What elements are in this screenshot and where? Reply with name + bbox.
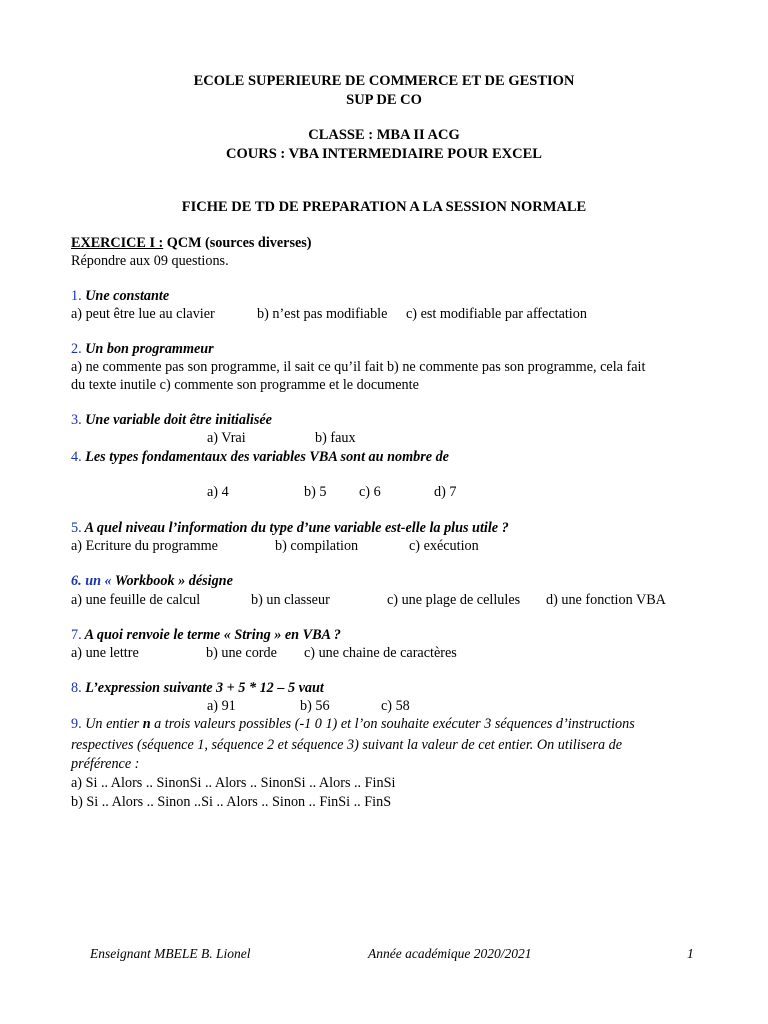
question-7 bbox=[71, 627, 341, 644]
q9-option-a: a) Si .. Alors .. SinonSi .. Alors .. SinonSi .. Alors .. FinSi bbox=[71, 775, 396, 791]
q2-options-line-1: a) ne commente pas son programme, il sait ce qu’il fait b) ne commente pas son programme, cela fait bbox=[71, 359, 646, 375]
q3-option-a: a) Vrai bbox=[207, 430, 246, 446]
q1-option-c: c) est modifiable par affectation bbox=[406, 306, 587, 322]
question-number: 9. bbox=[71, 716, 82, 732]
question-text: Une variable doit être initialisée bbox=[81, 412, 272, 428]
question-text: A quel niveau l’information du type d’une variable est-elle la plus utile ? bbox=[81, 520, 509, 536]
q1-option-b: b) n’est pas modifiable bbox=[257, 306, 388, 322]
exercise-instruction: Répondre aux 09 questions. bbox=[71, 253, 229, 269]
exercise-subtitle: QCM (sources diverses) bbox=[163, 235, 312, 251]
q8-option-b: b) 56 bbox=[300, 698, 330, 714]
question-5 bbox=[71, 520, 509, 537]
question-text: A quoi renvoie le terme « String » en VBA ? bbox=[81, 627, 341, 643]
q6-option-c: c) une plage de cellules bbox=[387, 592, 521, 608]
question-variable: n bbox=[142, 716, 151, 732]
course-label: COURS : VBA INTERMEDIAIRE POUR EXCEL bbox=[226, 146, 542, 162]
exercise-label: EXERCICE I : bbox=[71, 235, 164, 251]
question-text-end: a trois valeurs possibles (-1 0 1) et l’on souhaite exécuter 3 séquences d’instructions bbox=[150, 716, 635, 732]
question-2 bbox=[71, 341, 214, 358]
q9-option-b: b) Si .. Alors .. Sinon ..Si .. Alors .. Sinon .. FinSi .. FinS bbox=[71, 794, 392, 810]
q4-option-a: a) 4 bbox=[207, 484, 229, 500]
question-number: 5. bbox=[71, 520, 82, 536]
footer-academic-year: Année académique 2020/2021 bbox=[368, 946, 532, 961]
question-text: Les types fondamentaux des variables VBA sont au nombre de bbox=[81, 449, 449, 465]
q1-option-a: a) peut être lue au clavier bbox=[71, 306, 215, 322]
q8-option-c: c) 58 bbox=[381, 698, 410, 714]
question-number: 6. un « bbox=[71, 573, 112, 589]
q6-option-d: d) une fonction VBA bbox=[546, 592, 666, 608]
q6-option-b: b) un classeur bbox=[251, 592, 330, 608]
question-9 bbox=[71, 716, 635, 733]
school-short-name: SUP DE CO bbox=[346, 92, 422, 108]
question-8 bbox=[71, 680, 324, 697]
q7-option-b: b) une corde bbox=[206, 645, 277, 661]
footer-page-number: 1 bbox=[687, 946, 694, 961]
question-text: Workbook » désigne bbox=[111, 573, 233, 589]
q2-options-line-2: du texte inutile c) commente son programme et le documente bbox=[71, 377, 419, 393]
question-3 bbox=[71, 412, 272, 429]
question-number: 8. bbox=[71, 680, 82, 696]
q8-option-a: a) 91 bbox=[207, 698, 236, 714]
question-text: L’expression suivante 3 + 5 * 12 – 5 vaut bbox=[81, 680, 324, 696]
q5-option-a: a) Ecriture du programme bbox=[71, 538, 218, 554]
question-number: 4. bbox=[71, 449, 82, 465]
question-number: 1. bbox=[71, 288, 82, 304]
question-number: 7. bbox=[71, 627, 82, 643]
q7-option-a: a) une lettre bbox=[71, 645, 139, 661]
question-1 bbox=[71, 288, 169, 305]
question-number: 3. bbox=[71, 412, 82, 428]
q6-option-a: a) une feuille de calcul bbox=[71, 592, 201, 608]
footer-teacher: Enseignant MBELE B. Lionel bbox=[90, 946, 251, 961]
question-4 bbox=[71, 449, 449, 466]
document-title: FICHE DE TD DE PREPARATION A LA SESSION NORMALE bbox=[181, 199, 587, 215]
q9-text-line-2: respectives (séquence 1, séquence 2 et séquence 3) suivant la valeur de cet entier. On utilisera de bbox=[71, 737, 623, 753]
question-6 bbox=[71, 573, 233, 590]
q4-option-d: d) 7 bbox=[434, 484, 457, 500]
class-label: CLASSE : MBA II ACG bbox=[308, 127, 460, 143]
q9-text-line-3: préférence : bbox=[71, 756, 140, 772]
question-number: 2. bbox=[71, 341, 82, 357]
question-text: Une constante bbox=[81, 288, 170, 304]
q3-option-b: b) faux bbox=[315, 430, 356, 446]
school-name: ECOLE SUPERIEURE DE COMMERCE ET DE GESTION bbox=[193, 73, 575, 89]
q4-option-b: b) 5 bbox=[304, 484, 327, 500]
q7-option-c: c) une chaine de caractères bbox=[304, 645, 457, 661]
q5-option-c: c) exécution bbox=[409, 538, 479, 554]
q5-option-b: b) compilation bbox=[275, 538, 359, 554]
q4-option-c: c) 6 bbox=[359, 484, 381, 500]
question-text: Un bon programmeur bbox=[81, 341, 214, 357]
question-text-start: Un entier bbox=[81, 716, 143, 732]
exercise-heading bbox=[71, 235, 312, 252]
